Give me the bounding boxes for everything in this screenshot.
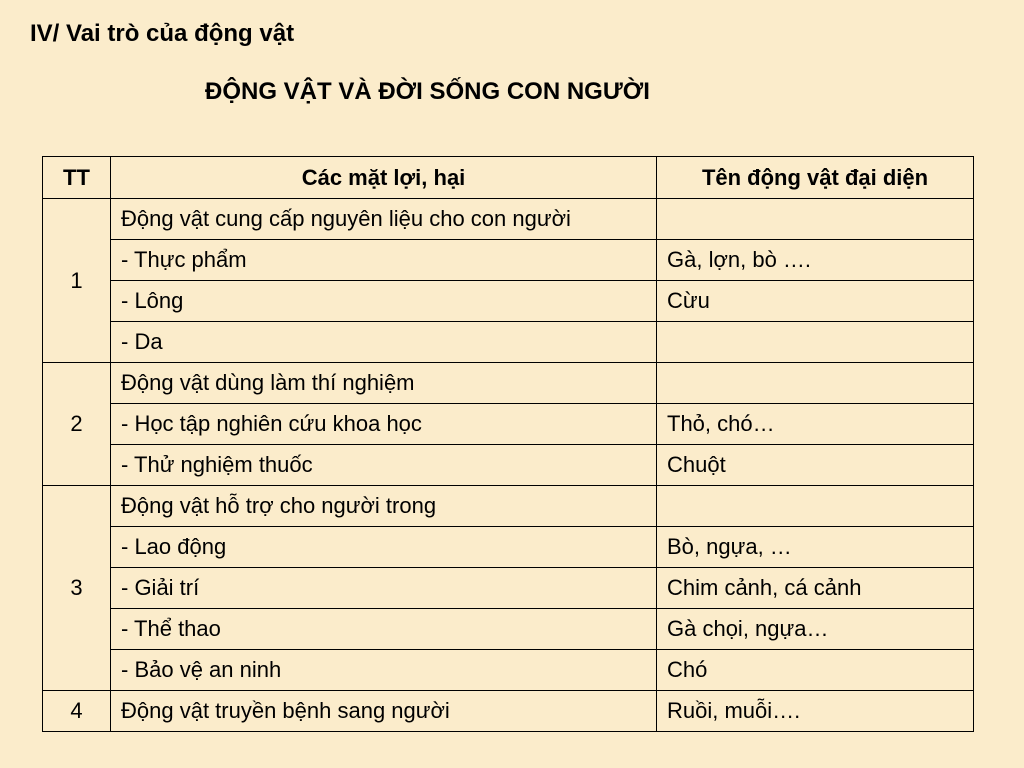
table-row: [43, 486, 974, 527]
animals-cell: Chuột: [657, 445, 974, 486]
group-number: 2: [43, 363, 111, 486]
table-row: [43, 445, 974, 486]
aspect-cell: - Thử nghiệm thuốc: [111, 445, 657, 486]
aspect-cell: Động vật hỗ trợ cho người trong: [111, 486, 657, 527]
section-heading: IV/ Vai trò của động vật: [30, 20, 295, 47]
group-number: 1: [43, 199, 111, 363]
table-row: [43, 240, 974, 281]
animals-cell: Chó: [657, 650, 974, 691]
table-row: [43, 281, 974, 322]
aspect-cell: - Da: [111, 322, 657, 363]
animals-cell: Ruồi, muỗi….: [657, 691, 974, 732]
table-row: [43, 650, 974, 691]
table-title: ĐỘNG VẬT VÀ ĐỜI SỐNG CON NGƯỜI: [205, 78, 650, 105]
aspect-cell: - Giải trí: [111, 568, 657, 609]
animals-cell: [657, 199, 974, 240]
table-row: [43, 568, 974, 609]
animals-cell: Gà, lợn, bò ….: [657, 240, 974, 281]
animals-cell: Cừu: [657, 281, 974, 322]
table-row: [43, 691, 974, 732]
aspect-cell: - Lao động: [111, 527, 657, 568]
aspect-cell: - Thể thao: [111, 609, 657, 650]
aspect-cell: Động vật cung cấp nguyên liệu cho con người: [111, 199, 657, 240]
animals-cell: [657, 363, 974, 404]
aspect-cell: - Bảo vệ an ninh: [111, 650, 657, 691]
animals-cell: [657, 486, 974, 527]
animal-roles-table: [42, 156, 974, 732]
animals-cell: Thỏ, chó…: [657, 404, 974, 445]
table-row: [43, 199, 974, 240]
group-number: 4: [43, 691, 111, 732]
animals-cell: Chim cảnh, cá cảnh: [657, 568, 974, 609]
table-header-row: [43, 157, 974, 199]
group-number: 3: [43, 486, 111, 691]
aspect-cell: - Lông: [111, 281, 657, 322]
table-row: [43, 322, 974, 363]
aspect-cell: - Học tập nghiên cứu khoa học: [111, 404, 657, 445]
header-animals: Tên động vật đại diện: [657, 157, 974, 199]
table-row: [43, 609, 974, 650]
table-row: [43, 404, 974, 445]
animals-cell: Bò, ngựa, …: [657, 527, 974, 568]
table-row: [43, 363, 974, 404]
aspect-cell: Động vật dùng làm thí nghiệm: [111, 363, 657, 404]
animals-cell: Gà chọi, ngựa…: [657, 609, 974, 650]
aspect-cell: Động vật truyền bệnh sang người: [111, 691, 657, 732]
header-aspect: Các mặt lợi, hại: [111, 157, 657, 199]
table-row: [43, 527, 974, 568]
animals-cell: [657, 322, 974, 363]
aspect-cell: - Thực phẩm: [111, 240, 657, 281]
header-tt: TT: [43, 157, 111, 199]
